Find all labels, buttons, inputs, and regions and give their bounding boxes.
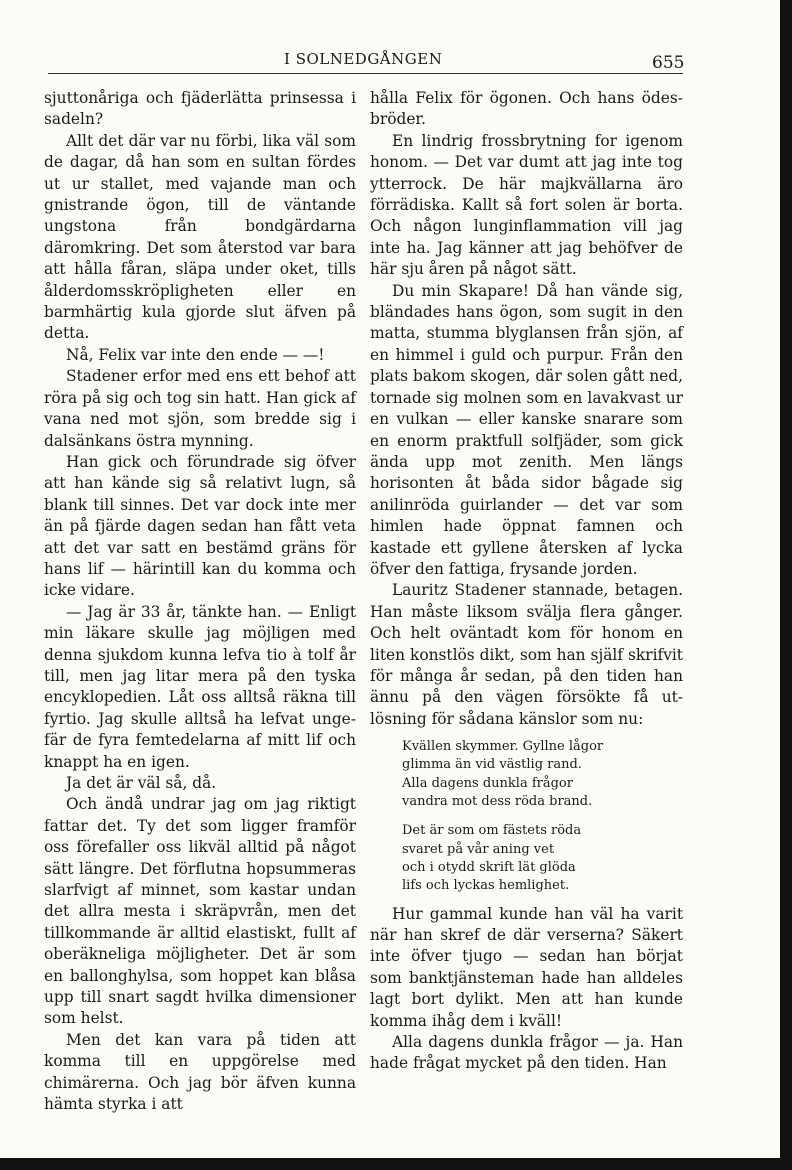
poem-stanza [402, 738, 683, 811]
paragraph: Han gick och förundrade sig öfver att han kände sig så relativt lugn, så blank till sinnes. Det var dock inte mer än på fjärde dagen sedan han fått veta att det var satt en bestämd gräns för hans lif — härintill kan du komma och icke vidare. [44, 452, 356, 600]
poem-stanza [402, 822, 683, 895]
poem-line: Alla dagens dunkla frågor [402, 775, 573, 791]
paragraph: hålla Felix för ögonen. Och hans ödesbröder. [370, 89, 683, 129]
poem-line: Det är som om fästets röda [402, 823, 582, 839]
poem-line: glimma än vid västlig rand. [402, 757, 582, 773]
paragraph: Lauritz Stadener stannade, betagen. Han måste liksom svälja flera gånger. Och helt oväntadt kom för honom en liten konstlös dikt, som han själf skrifvit för många år sedan, på den tiden han ännu på den vägen försökte få utlösning för sådana känslor som nu: [370, 581, 683, 728]
poem-line: svaret på vår aning vet [402, 841, 555, 857]
poem-line: lifs och lyckas hemlighet. [402, 878, 570, 894]
poem-line: vandra mot dess röda brand. [402, 794, 593, 810]
paragraph: Nå, Felix var inte den ende — —! [66, 345, 325, 364]
header-rule [48, 73, 683, 74]
paragraph: En lindrig frossbrytning for igenom honom. — Det var dumt att jag inte tog ytterrock. De här majkvällarna äro förrädiska. Kallt så fort solen är borta. Och någon lunginflammation vill jag inte ha. Jag känner att jag behöfver de här sju åren på något sätt. [370, 131, 683, 279]
paragraph: Och ändå undrar jag om jag riktigt fattar det. Ty det som ligger framför oss förefaller oss likväl alltid på något sätt längre. Det förflutna hopsummeras slarfvigt af minnet, som kastar undan det allra mesta i skräpvrån, men det tillkommande är alltid elastiskt, fullt af oberäkneliga möjligheter. Det är som en ballonghylsa, som hoppet kan blåsa upp till snart sagdt hvilka dimensioner som helst. [44, 795, 356, 1028]
page-header [48, 50, 688, 73]
paragraph: sjuttonåriga och fjäderlätta prinsessa i sadeln? [44, 89, 356, 129]
right-column [370, 88, 683, 1075]
poem-line: Kvällen skymmer. Gyllne lågor [402, 739, 604, 755]
paragraph: Alla dagens dunkla frågor — ja. Han hade frågat mycket på den tiden. Han [370, 1033, 683, 1073]
paragraph: — Jag är 33 år, tänkte han. — Enligt min läkare skulle jag möjligen med denna sjukdom kunna lefva tio à tolf år till, men jag litar mera på den tyska encyklopedien. Låt oss alltså räkna till fyrtio. Jag skulle alltså ha lefvat ungefär de fyra femtedelarna af mitt lif och knappt ha en igen. [44, 602, 356, 771]
scan-edge-right [780, 0, 792, 1170]
left-column [44, 88, 356, 1116]
paragraph: Hur gammal kunde han väl ha varit när han skref de där verserna? Säkert inte öfver tjugo — sedan han börjat som banktjänsteman hade han alldeles lagt bort dylikt. Men att han kunde komma ihåg dem i kväll! [370, 904, 683, 1030]
paragraph: Du min Skapare! Då han vände sig, bländades hans ögon, som sugit in den matta, stumma blyglansen från sjön, af en himmel i guld och purpur. Från den plats bakom skogen, där solen gått ned, tornade sig molnen som en lavakvast ur en vulkan — eller kanske snarare som en enorm praktfull solfjäder, som gick ända upp mot zenith. Men längs horisonten åt båda sidor bågade sig anilinröda guirlander — det var som himlen hade öppnat famnen och kastade ett gyllene återsken af lycka öfver den fattiga, frysande jorden. [370, 281, 683, 578]
page-number: 655 [652, 53, 685, 73]
paragraph: Men det kan vara på tiden att komma till en uppgörelse med chimärerna. Och jag bör äfven kunna hämta styrka i att [44, 1030, 356, 1114]
poem [402, 738, 683, 895]
paragraph: Ja det är väl så, då. [66, 774, 217, 792]
running-title: I SOLNEDGÅNGEN [284, 50, 443, 68]
poem-line: och i otydd skrift lät glöda [402, 859, 576, 875]
scan-edge-bottom [0, 1158, 792, 1170]
paragraph: Allt det där var nu förbi, lika väl som de dagar, då han som en sultan fördes ut ur stallet, med vajande man och gnistrande ögon, till de väntande ungstona från bondgärdarna däromkring. Det som återstod var bara att hålla fåran, släpa under oket, tills ålderdomsskröpligheten eller en barmhärtig kula gjorde slut äfven på detta. [44, 131, 356, 343]
paragraph: Stadener erfor med ens ett behof att röra på sig och tog sin hatt. Han gick af vana ned mot sjön, som bredde sig i dalsänkans östra mynning. [44, 367, 356, 450]
